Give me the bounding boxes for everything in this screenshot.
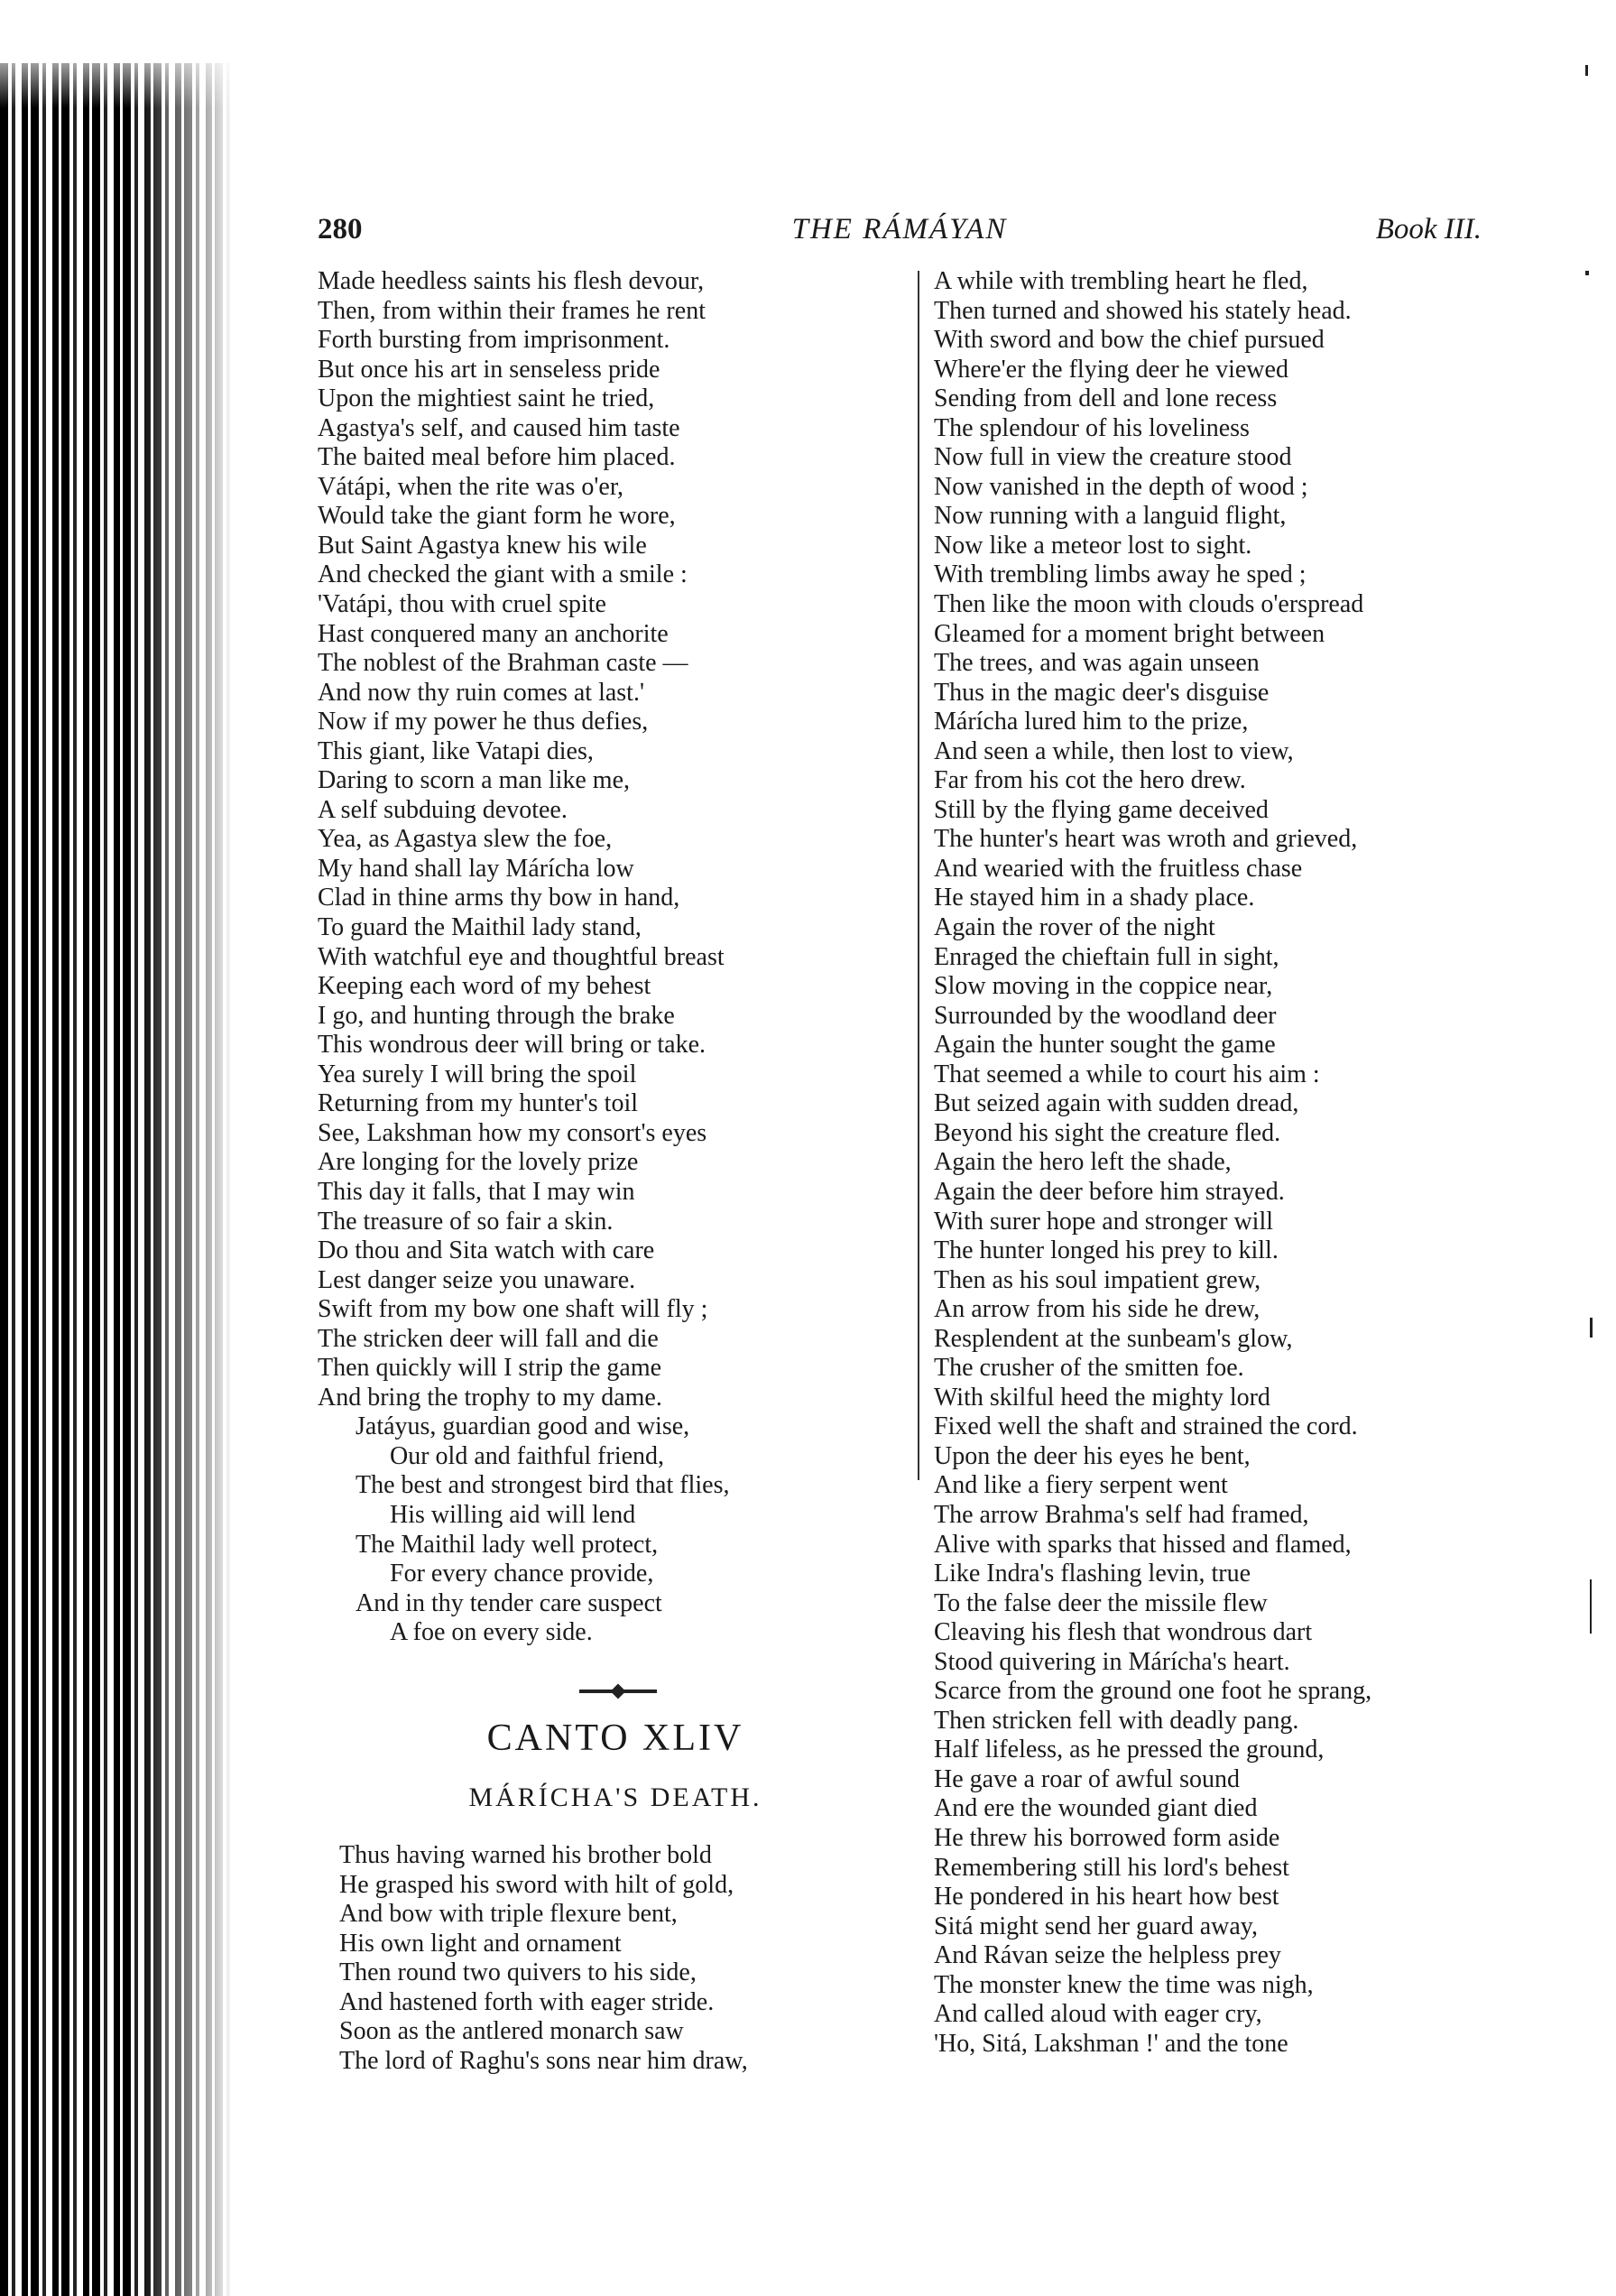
verse-line: Yea, as Agastya slew the foe, xyxy=(318,825,613,854)
canto-ornament xyxy=(579,1690,657,1693)
verse-line: Beyond his sight the creature fled. xyxy=(934,1118,1281,1147)
verse-line: Lest danger seize you unaware. xyxy=(318,1265,636,1294)
verse-line: Made heedless saints his flesh devour, xyxy=(318,267,705,295)
verse-line-indented: His willing aid will lend xyxy=(390,1500,636,1529)
verse-line: And now thy ruin comes at last.' xyxy=(318,678,644,707)
verse-line: Again the deer before him strayed. xyxy=(934,1177,1285,1206)
verse-line: The trees, and was again unseen xyxy=(934,649,1260,678)
verse-line: Soon as the antlered monarch saw xyxy=(339,2017,684,2046)
verse-line: Now if my power he thus defies, xyxy=(318,708,649,736)
verse-line: Resplendent at the sunbeam's glow, xyxy=(934,1324,1293,1353)
verse-line: Forth bursting from imprisonment. xyxy=(318,326,670,355)
verse-line: Agastya's self, and caused him taste xyxy=(318,413,680,442)
verse-line: Now vanished in the depth of wood ; xyxy=(934,472,1308,501)
verse-line: And bring the trophy to my dame. xyxy=(318,1383,662,1412)
verse-line: With trembling limbs away he sped ; xyxy=(934,560,1307,589)
verse-line: This wondrous deer will bring or take. xyxy=(318,1031,706,1060)
book-label: Book III. xyxy=(1375,213,1482,245)
verse-line: A self subduing devotee. xyxy=(318,795,568,824)
verse-line: But Saint Agastya knew his wile xyxy=(318,531,647,560)
running-title: THE RÁMÁYAN xyxy=(791,213,1008,245)
scan-speck xyxy=(1585,65,1588,76)
verse-line: He pondered in his heart how best xyxy=(934,1883,1279,1912)
verse-line: Gleamed for a moment bright between xyxy=(934,619,1325,648)
verse-line: Enraged the chieftain full in sight, xyxy=(934,942,1279,971)
verse-line: The monster knew the time was nigh, xyxy=(934,1970,1314,1999)
scan-binding-top xyxy=(0,0,235,108)
verse-line: Alive with sparks that hissed and flamed, xyxy=(934,1530,1352,1559)
verse-line: The crusher of the smitten foe. xyxy=(934,1354,1244,1383)
verse-line: Slow moving in the coppice near, xyxy=(934,972,1273,1001)
verse-line: Stood quivering in Márícha's heart. xyxy=(934,1647,1290,1676)
verse-line: An arrow from his side he drew, xyxy=(934,1295,1260,1324)
verse-line: And Rávan seize the helpless prey xyxy=(934,1941,1281,1970)
verse-line: Upon the deer his eyes he bent, xyxy=(934,1441,1251,1470)
verse-line: Now like a meteor lost to sight. xyxy=(934,531,1252,560)
canto-subtitle: MÁRÍCHA'S DEATH. xyxy=(468,1782,762,1812)
verse-line: Would take the giant form he wore, xyxy=(318,502,676,531)
scan-speck xyxy=(1585,271,1589,275)
verse-line: Thus in the magic deer's disguise xyxy=(934,678,1270,707)
verse-line: Returning from my hunter's toil xyxy=(318,1089,639,1118)
page-number: 280 xyxy=(318,213,363,245)
verse-line: Far from his cot the hero drew. xyxy=(934,766,1246,795)
verse-line: But seized again with sudden dread, xyxy=(934,1089,1299,1118)
verse-line: The baited meal before him placed. xyxy=(318,443,676,472)
verse-line: To the false deer the missile flew xyxy=(934,1588,1268,1617)
verse-line-indented: Our old and faithful friend, xyxy=(390,1441,665,1470)
verse-line: Then stricken fell with deadly pang. xyxy=(934,1706,1299,1735)
verse-line-indented: And in thy tender care suspect xyxy=(356,1588,662,1617)
verse-line: Still by the flying game deceived xyxy=(934,795,1269,824)
verse-line: Then turned and showed his stately head. xyxy=(934,296,1352,325)
scan-binding-fade xyxy=(135,63,235,2296)
page-header xyxy=(318,213,1482,249)
verse-line: Again the hero left the shade, xyxy=(934,1148,1232,1177)
verse-line: Surrounded by the woodland deer xyxy=(934,1001,1277,1030)
verse-line: With watchful eye and thoughtful breast xyxy=(318,942,725,971)
verse-line: With sword and bow the chief pursued xyxy=(934,326,1325,355)
verse-line: The noblest of the Brahman caste — xyxy=(318,649,688,678)
verse-line: Again the rover of the night xyxy=(934,913,1215,942)
verse-line: Then, from within their frames he rent xyxy=(318,296,706,325)
verse-line: Yea surely I will bring the spoil xyxy=(318,1060,637,1088)
verse-line: Márícha lured him to the prize, xyxy=(934,708,1249,736)
verse-line: See, Lakshman how my consort's eyes xyxy=(318,1118,707,1147)
verse-line: Now running with a languid flight, xyxy=(934,502,1287,531)
verse-line: The treasure of so fair a skin. xyxy=(318,1207,614,1236)
verse-line: He grasped his sword with hilt of gold, xyxy=(339,1870,734,1899)
verse-line: Fixed well the shaft and strained the cord. xyxy=(934,1412,1358,1441)
verse-line: The hunter's heart was wroth and grieved, xyxy=(934,825,1358,854)
verse-line: Sitá might send her guard away, xyxy=(934,1912,1258,1940)
verse-line: The stricken deer will fall and die xyxy=(318,1324,659,1353)
verse-line: Like Indra's flashing levin, true xyxy=(934,1560,1251,1588)
verse-line: His own light and ornament xyxy=(339,1929,622,1958)
verse-line: And seen a while, then lost to view, xyxy=(934,736,1294,765)
verse-line: He gave a roar of awful sound xyxy=(934,1764,1240,1793)
verse-line: That seemed a while to court his aim : xyxy=(934,1060,1320,1088)
verse-line: Sending from dell and lone recess xyxy=(934,384,1278,413)
verse-line: The lord of Raghu's sons near him draw, xyxy=(339,2046,748,2075)
verse-line-indented: The best and strongest bird that flies, xyxy=(356,1471,730,1500)
verse-line: Remembering still his lord's behest xyxy=(934,1853,1289,1882)
verse-line: Thus having warned his brother bold xyxy=(339,1841,712,1869)
verse-line: Half lifeless, as he pressed the ground, xyxy=(934,1736,1325,1764)
verse-line: He stayed him in a shady place. xyxy=(934,884,1255,912)
verse-line: Swift from my bow one shaft will fly ; xyxy=(318,1295,708,1324)
verse-line: But once his art in senseless pride xyxy=(318,355,660,384)
verse-line: The splendour of his loveliness xyxy=(934,413,1250,442)
verse-line: And hastened forth with eager stride. xyxy=(339,1987,715,2016)
verse-line: To guard the Maithil lady stand, xyxy=(318,913,642,942)
verse-line-indented: A foe on every side. xyxy=(390,1618,593,1647)
canto-title: CANTO XLIV xyxy=(486,1717,744,1759)
verse-line: Now full in view the creature stood xyxy=(934,443,1292,472)
scan-speck xyxy=(1590,1318,1593,1338)
verse-line: And called aloud with eager cry, xyxy=(934,2000,1262,2029)
verse-line: And bow with triple flexure bent, xyxy=(339,1900,678,1929)
verse-line: And ere the wounded giant died xyxy=(934,1794,1258,1823)
verse-line: Where'er the flying deer he viewed xyxy=(934,355,1288,384)
verse-line: Do thou and Sita watch with care xyxy=(318,1236,655,1265)
verse-line: And checked the giant with a smile : xyxy=(318,560,688,589)
scan-speck xyxy=(1590,1579,1592,1634)
verse-line: This giant, like Vatapi dies, xyxy=(318,736,594,765)
verse-line: Hast conquered many an anchorite xyxy=(318,619,669,648)
verse-line: Clad in thine arms thy bow in hand, xyxy=(318,884,680,912)
verse-line: Cleaving his flesh that wondrous dart xyxy=(934,1618,1313,1647)
verse-line: A while with trembling heart he fled, xyxy=(934,267,1308,295)
verse-line: Vátápi, when the rite was o'er, xyxy=(318,472,624,501)
column-divider xyxy=(918,271,919,1480)
verse-line: With skilful heed the mighty lord xyxy=(934,1383,1270,1412)
verse-line: This day it falls, that I may win xyxy=(318,1177,635,1206)
verse-line-indented: Jatáyus, guardian good and wise, xyxy=(356,1412,690,1441)
verse-line: Are longing for the lovely prize xyxy=(318,1148,639,1177)
verse-line: Daring to scorn a man like me, xyxy=(318,766,631,795)
left-canto-column xyxy=(339,1841,908,2076)
verse-line: And like a fiery serpent went xyxy=(934,1471,1228,1500)
verse-line: The hunter longed his prey to kill. xyxy=(934,1236,1279,1265)
verse-line: Upon the mightiest saint he tried, xyxy=(318,384,655,413)
verse-line: 'Ho, Sitá, Lakshman !' and the tone xyxy=(934,2029,1288,2058)
verse-line-indented: The Maithil lady well protect, xyxy=(356,1530,659,1559)
verse-line: The arrow Brahma's self had framed, xyxy=(934,1500,1309,1529)
verse-line: 'Vatápi, thou with cruel spite xyxy=(318,590,606,619)
verse-line: Scarce from the ground one foot he sprang, xyxy=(934,1677,1372,1706)
verse-line: Again the hunter sought the game xyxy=(934,1031,1276,1060)
right-column xyxy=(934,267,1511,2059)
verse-line: With surer hope and stronger will xyxy=(934,1207,1274,1236)
verse-line: And wearied with the fruitless chase xyxy=(934,854,1303,883)
verse-line: I go, and hunting through the brake xyxy=(318,1001,675,1030)
left-column xyxy=(318,267,913,1648)
verse-line: Then quickly will I strip the game xyxy=(318,1354,662,1383)
verse-line: Keeping each word of my behest xyxy=(318,972,651,1001)
verse-line: Then round two quivers to his side, xyxy=(339,1958,697,1987)
verse-line: He threw his borrowed form aside xyxy=(934,1823,1280,1852)
verse-line: Then like the moon with clouds o'erspread xyxy=(934,590,1364,619)
verse-line: My hand shall lay Márícha low xyxy=(318,854,634,883)
verse-line-indented: For every chance provide, xyxy=(390,1560,654,1588)
verse-line: Then as his soul impatient grew, xyxy=(934,1265,1261,1294)
